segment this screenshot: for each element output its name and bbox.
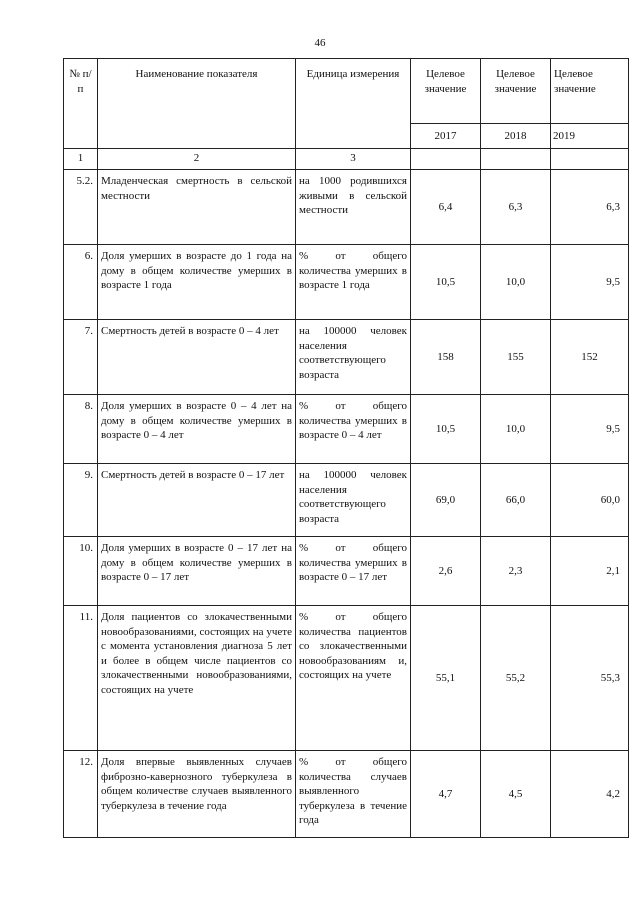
row-num: 11. (64, 606, 98, 751)
header-name: Наименование показателя (98, 59, 296, 149)
row-unit: на 1000 родившихся живыми в сельской местности (296, 170, 411, 245)
year-2017: 2017 (411, 124, 481, 149)
row-unit: % от общего количества случаев выявленного туберкулеза в течение года (296, 751, 411, 838)
header-target-2017: Целевое значение (411, 59, 481, 124)
table-row (64, 395, 629, 464)
row-num: 10. (64, 537, 98, 606)
table-row (64, 606, 629, 751)
year-2019: 2019 (551, 124, 629, 149)
row-value-2019: 152 (551, 320, 629, 395)
row-value-2018: 155 (481, 320, 551, 395)
row-num: 8. (64, 395, 98, 464)
row-value-2019: 9,5 (551, 245, 629, 320)
row-value-2019: 9,5 (551, 395, 629, 464)
table-row (64, 464, 629, 537)
table-row (64, 320, 629, 395)
row-value-2018: 6,3 (481, 170, 551, 245)
row-name: Доля пациентов со злокачественными новообразованиями, состоящих на учете с момента установления диагноза 5 лет и более в общем числе пациентов со злокачественными новообразованиями, состоящих на учете (98, 606, 296, 751)
header-target-2019: Целевое значение (551, 59, 629, 124)
row-num: 6. (64, 245, 98, 320)
page-number: 46 (314, 37, 326, 49)
col-index-empty (411, 149, 481, 170)
header-unit: Единица измерения (296, 59, 411, 149)
row-value-2019: 6,3 (551, 170, 629, 245)
col-index-empty (481, 149, 551, 170)
row-value-2018: 66,0 (481, 464, 551, 537)
col-index-3: 3 (296, 149, 411, 170)
table-row (64, 751, 629, 838)
row-value-2017: 55,1 (411, 606, 481, 751)
year-2018: 2018 (481, 124, 551, 149)
col-index-1: 1 (64, 149, 98, 170)
row-num: 9. (64, 464, 98, 537)
row-value-2018: 10,0 (481, 245, 551, 320)
row-value-2017: 158 (411, 320, 481, 395)
row-name: Смертность детей в возрасте 0 – 17 лет (98, 464, 296, 537)
row-unit: % от общего количества пациентов со злокачественными новообразованиям и, состоящих на учете (296, 606, 411, 751)
row-value-2018: 10,0 (481, 395, 551, 464)
row-value-2017: 10,5 (411, 395, 481, 464)
row-name: Доля впервые выявленных случаев фиброзно-кавернозного туберкулеза в общем количестве случаев выявленного туберкулеза в течение года (98, 751, 296, 838)
row-unit: % от общего количества умерших в возрасте 0 – 4 лет (296, 395, 411, 464)
table-row (64, 537, 629, 606)
row-unit: на 100000 человек населения соответствующего возраста (296, 320, 411, 395)
row-value-2017: 6,4 (411, 170, 481, 245)
column-index-row (64, 149, 629, 170)
table-row (64, 170, 629, 245)
row-num: 7. (64, 320, 98, 395)
row-name: Доля умерших в возрасте 0 – 4 лет на дому в общем количестве умерших в возрасте 0 – 4 лет (98, 395, 296, 464)
col-index-empty (551, 149, 629, 170)
row-value-2018: 4,5 (481, 751, 551, 838)
table-header-row (64, 59, 629, 124)
row-name: Младенческая смертность в сельской местности (98, 170, 296, 245)
row-value-2017: 4,7 (411, 751, 481, 838)
header-num: № п/п (64, 59, 98, 149)
row-value-2019: 55,3 (551, 606, 629, 751)
row-value-2017: 2,6 (411, 537, 481, 606)
row-unit: % от общего количества умерших в возрасте 1 года (296, 245, 411, 320)
row-value-2019: 60,0 (551, 464, 629, 537)
header-target-2018: Целевое значение (481, 59, 551, 124)
row-value-2018: 2,3 (481, 537, 551, 606)
row-name: Смертность детей в возрасте 0 – 4 лет (98, 320, 296, 395)
col-index-2: 2 (98, 149, 296, 170)
indicators-table (63, 58, 629, 838)
row-num: 12. (64, 751, 98, 838)
row-unit: на 100000 человек населения соответствующего возраста (296, 464, 411, 537)
row-value-2017: 10,5 (411, 245, 481, 320)
row-value-2019: 4,2 (551, 751, 629, 838)
row-value-2018: 55,2 (481, 606, 551, 751)
row-name: Доля умерших в возрасте до 1 года на дому в общем количестве умерших в возрасте 1 года (98, 245, 296, 320)
row-unit: % от общего количества умерших в возрасте 0 – 17 лет (296, 537, 411, 606)
row-num: 5.2. (64, 170, 98, 245)
row-value-2017: 69,0 (411, 464, 481, 537)
row-value-2019: 2,1 (551, 537, 629, 606)
row-name: Доля умерших в возрасте 0 – 17 лет на дому в общем количестве умерших в возрасте 0 – 17 лет (98, 537, 296, 606)
table-row (64, 245, 629, 320)
